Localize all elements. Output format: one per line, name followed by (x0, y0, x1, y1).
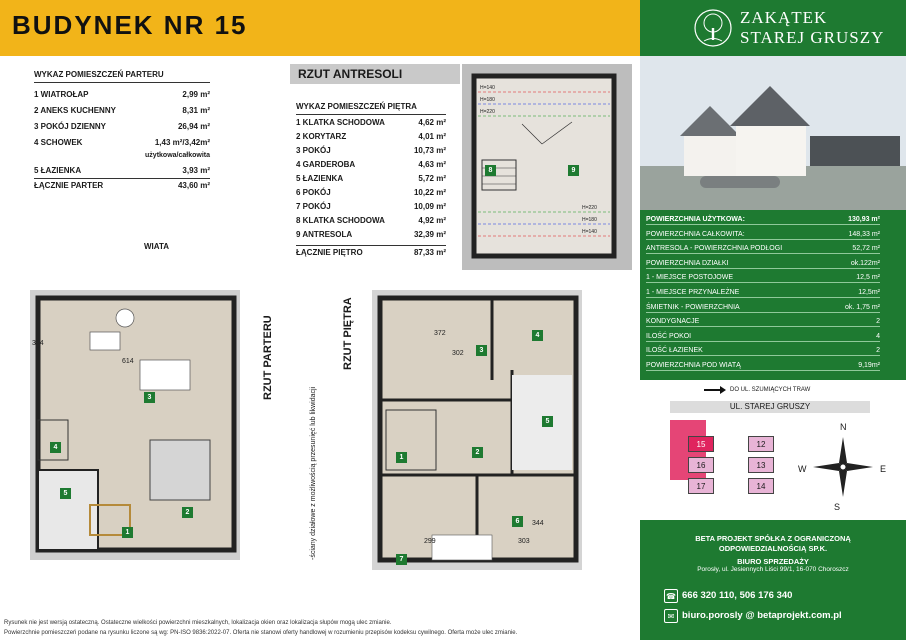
room-name: 3 POKÓJ (296, 146, 331, 155)
total-value: 87,33 m² (413, 248, 446, 257)
height-label: H=140 (480, 85, 495, 91)
spec-label: ILOŚĆ POKOI (646, 332, 692, 340)
room-name: 8 KLATKA SCHODOWA (296, 216, 385, 225)
lot-14: 14 (748, 478, 774, 494)
room-area: 10,22 m² (413, 188, 446, 197)
spec-row (646, 318, 880, 327)
room-tag: 1 (396, 452, 407, 463)
compass-rose-icon (808, 432, 878, 502)
room-tag: 9 (568, 165, 579, 176)
street-name: UL. STAREJ GRUSZY (670, 401, 870, 413)
mezzanine-floor-plan (462, 64, 632, 270)
room-area: 5,72 m² (418, 174, 446, 183)
room-row (296, 216, 446, 225)
room-row (34, 166, 210, 175)
room-area: 4,01 m² (418, 132, 446, 141)
total-value: 43,60 m² (177, 181, 210, 190)
spec-value: 4 (876, 332, 880, 340)
site-map (640, 380, 906, 520)
spec-label: ANTRESOLA - POWIERZCHNIA PODŁOGI (646, 245, 783, 253)
building-rendering-image (640, 56, 906, 210)
spec-value: 2 (876, 318, 880, 326)
spec-row (646, 231, 880, 240)
spec-label: POWIERZCHNIA DZIAŁKI (646, 259, 729, 267)
email-icon: ✉ (664, 609, 678, 623)
mezzanine-plan-label: RZUT ANTRESOLI (290, 64, 460, 84)
spec-label: POWIERZCHNIA CAŁKOWITA: (646, 230, 745, 238)
spec-row (646, 347, 880, 356)
page-title: BUDYNEK NR 15 (12, 10, 248, 40)
spec-value: 52,72 m² (852, 245, 880, 253)
partition-walls-note: -ściany działowe z możliwością przesunięć lub likwidacji (310, 386, 317, 560)
direction-note: DO UL. SZUMIĄCYCH TRAW (730, 387, 811, 393)
room-row (296, 202, 446, 211)
room-name: 4 SCHOWEK (34, 138, 83, 147)
room-row (34, 90, 210, 99)
brand-name-line2: STAREJ GRUSZY (740, 28, 885, 47)
height-label: H=140 (582, 229, 597, 235)
room-tag: 5 (542, 416, 553, 427)
upper-plan-label: RZUT PIĘTRA (342, 297, 354, 370)
dimension-label: 314 (32, 340, 44, 347)
height-label: H=220 (582, 205, 597, 211)
room-name: 5 ŁAZIENKA (34, 166, 82, 175)
brand-name-line1: ZAKĄTEK (740, 8, 828, 27)
spec-row (646, 260, 880, 269)
spec-value: 148,33 m² (848, 230, 880, 238)
room-area: 4,62 m² (418, 118, 446, 127)
upper-plan-drawing (372, 290, 582, 570)
lot-12: 12 (748, 436, 774, 452)
spec-label: 1 - MIEJSCE POSTOJOWE (646, 274, 733, 282)
room-row (296, 132, 446, 141)
room-name: 3 POKÓJ DZIENNY (34, 122, 107, 131)
brand-logo-box (640, 0, 906, 56)
compass-e: E (880, 464, 887, 474)
ground-floor-table-title: WYKAZ POMIESZCZEŃ PARTERU (34, 70, 164, 79)
room-name: 2 ANEKS KUCHENNY (34, 106, 116, 115)
compass-n: N (840, 422, 847, 432)
room-row (296, 118, 446, 127)
room-area: 4,92 m² (418, 216, 446, 225)
room-row (34, 138, 210, 147)
spec-value: ok.122m² (850, 259, 880, 267)
phone-link[interactable]: 666 320 110, 506 176 340 (682, 590, 793, 601)
disclaimer-line-1: Rysunek nie jest wersją ostateczną. Ostateczne wielkości powierzchni mieszkalnych, lokalizacja okien oraz lokalizacja słupów mogą ulec zmianie. (4, 620, 392, 626)
spec-row (646, 304, 880, 313)
room-area: 4,63 m² (418, 160, 446, 169)
room-area: 2,99 m² (182, 90, 210, 99)
room-area: 3,93 m² (182, 166, 210, 175)
dimension-label: 344 (532, 520, 544, 527)
room-area: 8,31 m² (182, 106, 210, 115)
room-tag: 2 (182, 507, 193, 518)
divider (296, 245, 446, 246)
carport-label: WIATA (144, 242, 170, 251)
room-tag: 5 (60, 488, 71, 499)
room-tag: 3 (144, 392, 155, 403)
spec-value: 9,19m² (858, 362, 880, 369)
total-label: ŁĄCZNIE PIĘTRO (296, 248, 363, 257)
room-row (34, 152, 210, 159)
spec-label: ŚMIETNIK - POWIERZCHNIA (646, 303, 740, 311)
room-area: 26,94 m² (177, 122, 210, 131)
height-label: H=180 (582, 217, 597, 223)
spec-value: 130,93 m² (848, 216, 880, 223)
lot-13: 13 (748, 457, 774, 473)
room-tag: 8 (485, 165, 496, 176)
spec-label: ILOŚĆ ŁAZIENEK (646, 347, 703, 355)
dimension-label: 302 (452, 350, 464, 357)
height-label: H=220 (480, 109, 495, 115)
upper-floor-total (296, 248, 446, 257)
room-area: 1,43 m²/3,42m² (154, 138, 210, 147)
room-tag: 3 (476, 345, 487, 356)
spec-row (646, 289, 880, 298)
room-area: 32,39 m² (413, 230, 446, 239)
phone-icon: ☎ (664, 589, 678, 603)
upper-floor-table-title: WYKAZ POMIESZCZEŃ PIĘTRA (296, 102, 417, 111)
total-label: ŁĄCZNIE PARTER (34, 181, 104, 190)
spec-row (646, 245, 880, 254)
divider (34, 82, 210, 83)
divider (296, 114, 446, 115)
spec-label: KONDYGNACJE (646, 318, 700, 326)
room-name: 4 GARDEROBA (296, 160, 356, 169)
company-name-line2: ODPOWIEDZIALNOŚCIĄ SP.K. (718, 544, 828, 553)
spec-value: 12,5m² (858, 289, 880, 296)
ground-floor-total (34, 181, 210, 190)
room-name: 2 KORYTARZ (296, 132, 347, 141)
dimension-label: 303 (518, 538, 530, 545)
ground-plan-drawing (30, 290, 240, 560)
spec-label: POWIERZCHNIA UŻYTKOWA: (646, 216, 745, 223)
lot-16: 16 (688, 457, 714, 473)
room-row (296, 230, 446, 239)
ground-plan-label: RZUT PARTERU (262, 315, 274, 400)
room-name: 9 ANTRESOLA (296, 230, 353, 239)
room-area: użytkowa/całkowita (145, 152, 210, 159)
dimension-label: 614 (122, 358, 134, 365)
spec-row (646, 274, 880, 283)
room-tag: 4 (50, 442, 61, 453)
room-name: 7 POKÓJ (296, 202, 331, 211)
dimension-label: 299 (424, 538, 436, 545)
room-name: 5 ŁAZIENKA (296, 174, 344, 183)
spec-row (646, 362, 880, 371)
height-label: H=180 (480, 97, 495, 103)
spec-value: 12,5 m² (856, 274, 880, 282)
room-name: 1 WIATROŁAP (34, 90, 89, 99)
room-row (34, 122, 210, 131)
specifications-panel (640, 210, 906, 380)
spec-label: POWIERZCHNIA POD WIATĄ (646, 362, 741, 369)
lot-15: 15 (688, 436, 714, 452)
office-address: Porosły, ul. Jesiennych Liści 99/1, 16-070 Choroszcz (697, 566, 849, 573)
arrow-right-icon (704, 386, 726, 394)
contact-panel (640, 520, 906, 640)
room-row (296, 174, 446, 183)
spec-value: ok. 1,75 m² (844, 303, 880, 311)
divider (34, 178, 210, 179)
lot-17: 17 (688, 478, 714, 494)
email-link[interactable]: biuro.porosly @ betaprojekt.com.pl (682, 610, 842, 621)
sales-office-label: BIURO SPRZEDAŻY (737, 557, 809, 566)
room-row (296, 146, 446, 155)
spec-row (646, 216, 880, 225)
ground-floor-plan (30, 290, 240, 560)
room-tag: 2 (472, 447, 483, 458)
pear-tree-logo-icon (694, 8, 732, 48)
compass-w: W (798, 464, 807, 474)
spec-value: 2 (876, 347, 880, 355)
room-tag: 1 (122, 527, 133, 538)
company-name-line1: BETA PROJEKT SPÓŁKA Z OGRANICZONĄ (695, 534, 851, 543)
room-area: 10,73 m² (413, 146, 446, 155)
title-bar (0, 0, 640, 56)
room-name: 1 KLATKA SCHODOWA (296, 118, 385, 127)
upper-floor-plan (372, 290, 582, 570)
room-tag: 6 (512, 516, 523, 527)
room-tag: 7 (396, 554, 407, 565)
room-area: 10,09 m² (413, 202, 446, 211)
spec-row (646, 333, 880, 342)
compass-s: S (834, 502, 841, 512)
room-name: 6 POKÓJ (296, 188, 331, 197)
disclaimer-line-2: Powierzchnie pomieszczeń podane na rysunku liczone są wg: PN-ISO 9836:2022-07. Oferta nie stanowi oferty handlowej w rozumieniu przepisów kodeksu cywilnego. Oferta może ulec zmianie. (4, 630, 518, 636)
room-tag: 4 (532, 330, 543, 341)
room-row (34, 106, 210, 115)
dimension-label: 372 (434, 330, 446, 337)
spec-label: 1 - MIEJSCE PRZYNALEŻNE (646, 289, 740, 296)
room-row (296, 160, 446, 169)
room-row (296, 188, 446, 197)
